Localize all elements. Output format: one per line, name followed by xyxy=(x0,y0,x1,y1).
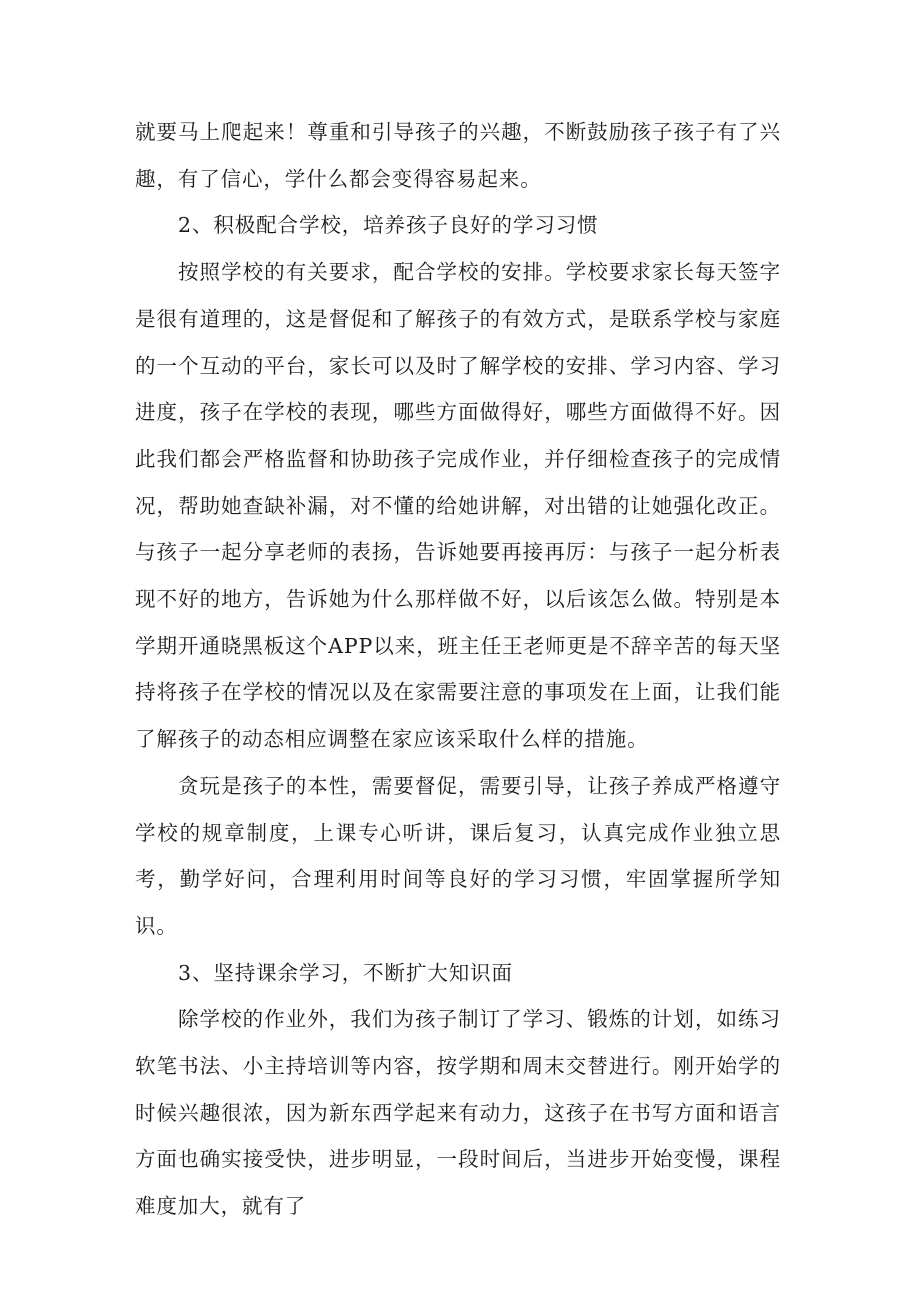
paragraph-extracurricular: 除学校的作业外，我们为孩子制订了学习、锻炼的计划，如练习软笔书法、小主持培训等内容，按学期和周末交替进行。刚开始学的时候兴趣很浓，因为新东西学起来有动力，这孩子在书写方面和语言方面也确实接受快，进步明显，一段时间后，当进步开始变慢，课程难度加大，就有了 xyxy=(135,1007,781,1219)
paragraph-continuation: 就要马上爬起来！尊重和引导孩子的兴趣，不断鼓励孩子孩子有了兴趣，有了信心，学什么都会变得容易起来。 xyxy=(135,120,781,191)
document-page xyxy=(135,109,781,1230)
paragraph-study-habits: 贪玩是孩子的本性，需要督促，需要引导，让孩子养成严格遵守学校的规章制度，上课专心听讲，课后复习，认真完成作业独立思考，勤学好问，合理利用时间等良好的学习习惯，牢固掌握所学知识。 xyxy=(135,773,781,938)
section-heading-3: 3、坚持课余学习，不断扩大知识面 xyxy=(178,960,513,985)
paragraph-school-cooperation: 按照学校的有关要求，配合学校的安排。学校要求家长每天签字是很有道理的，这是督促和了解孩子的有效方式，是联系学校与家庭的一个互动的平台，家长可以及时了解学校的安排、学习内容、学习进度，孩子在学校的表现，哪些方面做得好，哪些方面做得不好。因此我们都会严格监督和协助孩子完成作业，并仔细检查孩子的完成情况，帮助她查缺补漏，对不懂的给她讲解，对出错的让她强化改正。与孩子一起分享老师的表扬，告诉她要再接再厉：与孩子一起分析表现不好的地方，告诉她为什么那样做不好，以后该怎么做。特别是本学期开通晓黑板这个APP以来，班主任王老师更是不辞辛苦的每天坚持将孩子在学校的情况以及在家需要注意的事项发在上面，让我们能了解孩子的动态相应调整在家应该采取什么样的措施。 xyxy=(135,260,781,752)
section-heading-2: 2、积极配合学校，培养孩子良好的学习习惯 xyxy=(178,213,599,238)
